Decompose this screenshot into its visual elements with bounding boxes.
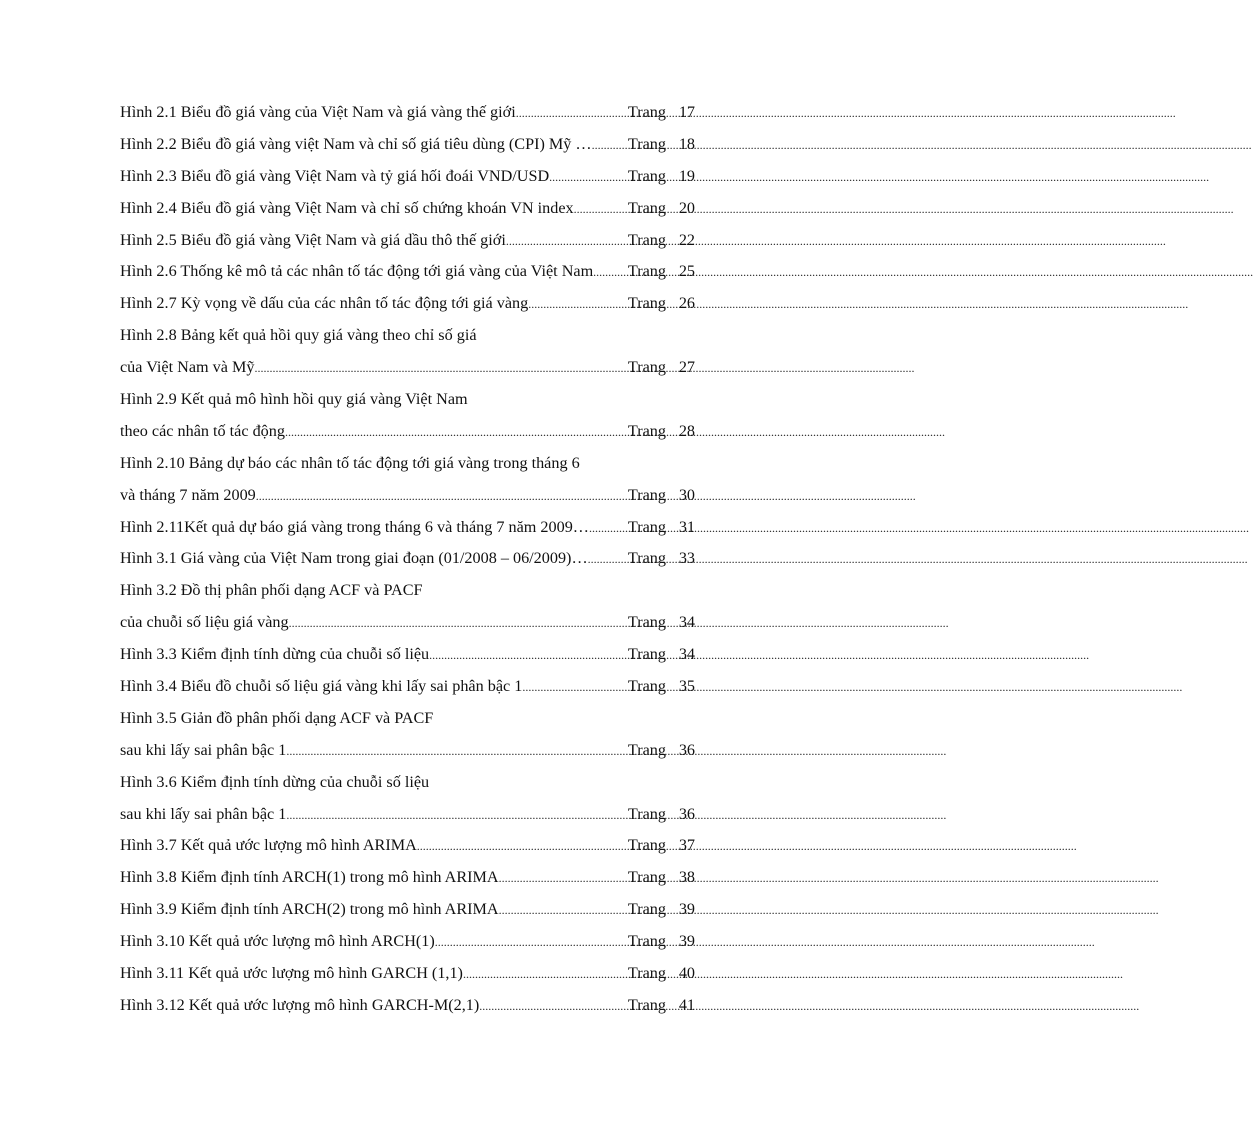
toc-entry-line	[120, 161, 695, 193]
figure-caption: Hình 3.2 Đồ thị phân phối dạng ACF và PACF	[120, 581, 423, 600]
page-reference	[626, 256, 695, 288]
page-number: 39	[678, 932, 695, 951]
page-number: 31	[678, 517, 695, 536]
dot-leader	[592, 130, 626, 162]
page-label: Trang	[627, 166, 666, 185]
figure-caption: Hình 2.7 Kỳ vọng về dấu của các nhân tố tác động tới giá vàng	[120, 294, 529, 313]
toc-entry-line	[120, 288, 695, 320]
page-number: 20	[678, 198, 695, 217]
page-number: 30	[678, 485, 695, 504]
figure-caption: Hình 2.3 Biểu đồ giá vàng Việt Nam và tỷ giá hối đoái VND/USD	[120, 166, 550, 185]
figure-caption: Hình 3.6 Kiểm định tính dừng của chuỗi số liệu	[120, 772, 430, 791]
page-label: Trang	[627, 294, 666, 313]
toc-entry-line	[120, 990, 695, 1022]
figure-caption: Hình 2.9 Kết quả mô hình hồi quy giá vàng Việt Nam	[120, 390, 468, 409]
page-label: Trang	[627, 900, 666, 919]
figure-caption: Hình 3.5 Giản đồ phân phối dạng ACF và PACF	[120, 708, 434, 727]
toc-entry-line	[120, 767, 695, 799]
page-reference	[614, 735, 695, 767]
figure-caption: sau khi lấy sai phân bậc 1	[120, 740, 287, 759]
toc-entry-line	[120, 862, 695, 894]
toc-entry-line	[120, 639, 695, 671]
dot-leader	[593, 257, 626, 289]
toc-entry-line	[120, 703, 695, 735]
page-label: Trang	[627, 645, 666, 664]
page-reference	[626, 512, 695, 544]
page-number: 19	[678, 166, 695, 185]
page-label: Trang	[627, 804, 666, 823]
page-number: 35	[678, 677, 695, 696]
page-number: 37	[678, 836, 695, 855]
page-number: 17	[678, 103, 695, 121]
figure-caption: Hình 2.4 Biểu đồ giá vàng Việt Nam và chỉ số chứng khoán VN index	[120, 198, 574, 217]
dot-leader	[574, 194, 626, 226]
figure-caption: Hình 3.11 Kết quả ước lượng mô hình GARCH (1,1)	[120, 964, 463, 983]
toc-entry-line	[120, 543, 695, 575]
list-of-figures	[120, 97, 695, 1022]
toc-entry-line	[120, 575, 695, 607]
toc-entry-line	[120, 799, 695, 831]
page-reference	[614, 607, 695, 639]
figure-caption: Hình 3.4 Biểu đồ chuỗi số liệu giá vàng khi lấy sai phân bậc 1	[120, 677, 523, 696]
page-number: 22	[678, 230, 695, 249]
page-reference	[626, 862, 695, 894]
page-label: Trang	[627, 677, 666, 696]
figure-caption: Hình 2.2 Biểu đồ giá vàng việt Nam và chỉ số giá tiêu dùng (CPI) Mỹ …	[120, 134, 592, 153]
toc-entry-line	[120, 607, 695, 639]
dot-leader	[463, 959, 626, 991]
figure-caption: Hình 2.10 Bảng dự báo các nhân tố tác động tới giá vàng trong tháng 6	[120, 453, 580, 472]
toc-entry-line	[120, 830, 695, 862]
dot-leader	[256, 481, 614, 513]
toc-entry-line	[120, 894, 695, 926]
dot-leader	[255, 353, 614, 385]
page-number: 34	[678, 645, 695, 664]
toc-entry-line	[120, 958, 695, 990]
page-label: Trang	[627, 198, 666, 217]
figure-caption: Hình 3.3 Kiểm định tính dừng của chuỗi số liệu	[120, 645, 430, 664]
dot-leader	[516, 98, 626, 130]
dot-leader	[285, 417, 614, 449]
page-number: 26	[678, 294, 695, 313]
page-number: 33	[678, 549, 695, 568]
figure-caption: Hình 3.8 Kiểm định tính ARCH(1) trong mô hình ARIMA	[120, 868, 499, 887]
figure-caption: Hình 3.9 Kiểm định tính ARCH(2) trong mô hình ARIMA	[120, 900, 499, 919]
toc-entry-line	[120, 384, 695, 416]
page-reference	[626, 926, 695, 958]
dot-leader	[522, 672, 626, 704]
page-reference	[614, 480, 695, 512]
toc-entry-line	[120, 97, 695, 129]
figure-caption: sau khi lấy sai phân bậc 1	[120, 804, 287, 823]
page-number: 36	[678, 740, 695, 759]
page-label: Trang	[627, 230, 666, 249]
page-label: Trang	[627, 421, 666, 440]
page-reference	[626, 894, 695, 926]
toc-entry-line	[120, 735, 695, 767]
page-reference	[614, 416, 695, 448]
page-label: Trang	[627, 868, 666, 887]
dot-leader	[286, 736, 614, 768]
toc-entry-line	[120, 129, 695, 161]
page-reference	[614, 799, 695, 831]
page-number: 41	[678, 995, 695, 1014]
page-reference	[626, 990, 695, 1022]
page-reference	[626, 830, 695, 862]
dot-leader	[417, 831, 626, 863]
page-label: Trang	[627, 549, 666, 568]
page-label: Trang	[627, 995, 666, 1014]
figure-caption: Hình 3.10 Kết quả ước lượng mô hình ARCH(1)	[120, 932, 435, 951]
page-label: Trang	[627, 485, 666, 504]
toc-entry-line	[120, 225, 695, 257]
figure-caption: theo các nhân tố tác động	[120, 421, 285, 440]
page-number: 36	[678, 804, 695, 823]
dot-leader	[528, 289, 626, 321]
page-reference	[626, 958, 695, 990]
page-label: Trang	[627, 517, 666, 536]
dot-leader	[286, 800, 614, 832]
page-label: Trang	[627, 740, 666, 759]
toc-entry-line	[120, 512, 695, 544]
dot-leader	[589, 513, 626, 545]
page-reference	[626, 193, 695, 225]
page-label: Trang	[627, 932, 666, 951]
page-label: Trang	[627, 134, 666, 153]
figure-caption: Hình 2.5 Biểu đồ giá vàng Việt Nam và giá dầu thô thế giới	[120, 230, 506, 249]
figure-caption: Hình 2.1 Biểu đồ giá vàng của Việt Nam và giá vàng thế giới	[120, 103, 516, 121]
figure-caption: của Việt Nam và Mỹ	[120, 358, 255, 377]
figure-caption: Hình 3.12 Kết quả ước lượng mô hình GARCH-M(2,1)	[120, 995, 480, 1014]
toc-entry-line	[120, 352, 695, 384]
page-reference	[626, 97, 695, 129]
page-number: 40	[678, 964, 695, 983]
page-reference	[626, 225, 695, 257]
page-reference	[626, 671, 695, 703]
dot-leader	[479, 991, 626, 1023]
page-reference	[626, 639, 695, 671]
page-reference	[626, 129, 695, 161]
page-label: Trang	[627, 262, 666, 281]
toc-entry-line	[120, 416, 695, 448]
page-label: Trang	[627, 103, 666, 121]
page-number: 39	[678, 900, 695, 919]
page-number: 34	[678, 613, 695, 632]
page-number: 18	[678, 134, 695, 153]
dot-leader	[499, 895, 626, 927]
figure-caption: và tháng 7 năm 2009	[120, 485, 256, 504]
page-number: 38	[678, 868, 695, 887]
page-number: 27	[678, 358, 695, 377]
page-number: 28	[678, 421, 695, 440]
toc-entry-line	[120, 256, 695, 288]
dot-leader	[429, 640, 626, 672]
toc-entry-line	[120, 193, 695, 225]
page-reference	[614, 352, 695, 384]
toc-entry-line	[120, 926, 695, 958]
page-label: Trang	[627, 964, 666, 983]
dot-leader	[549, 162, 626, 194]
toc-entry-line	[120, 480, 695, 512]
figure-caption: của chuỗi số liệu giá vàng	[120, 613, 289, 632]
toc-entry-line	[120, 448, 695, 480]
dot-leader	[435, 927, 626, 959]
page-reference	[626, 288, 695, 320]
page-label: Trang	[627, 358, 666, 377]
toc-entry-line	[120, 320, 695, 352]
toc-entry-line	[120, 671, 695, 703]
page-label: Trang	[627, 836, 666, 855]
dot-leader	[588, 544, 626, 576]
figure-caption: Hình 3.7 Kết quả ước lượng mô hình ARIMA	[120, 836, 417, 855]
dot-leader	[289, 608, 614, 640]
page-label: Trang	[627, 613, 666, 632]
dot-leader	[499, 863, 626, 895]
page-reference	[626, 543, 695, 575]
figure-caption: Hình 3.1 Giá vàng của Việt Nam trong giai đoạn (01/2008 – 06/2009)…	[120, 549, 588, 568]
figure-caption: Hình 2.11Kết quả dự báo giá vàng trong tháng 6 và tháng 7 năm 2009…	[120, 517, 589, 536]
page-number: 25	[678, 262, 695, 281]
page-reference	[626, 161, 695, 193]
figure-caption: Hình 2.8 Bảng kết quả hồi quy giá vàng theo chỉ số giá	[120, 326, 477, 345]
dot-leader	[506, 226, 626, 258]
figure-caption: Hình 2.6 Thống kê mô tả các nhân tố tác động tới giá vàng của Việt Nam	[120, 262, 594, 281]
